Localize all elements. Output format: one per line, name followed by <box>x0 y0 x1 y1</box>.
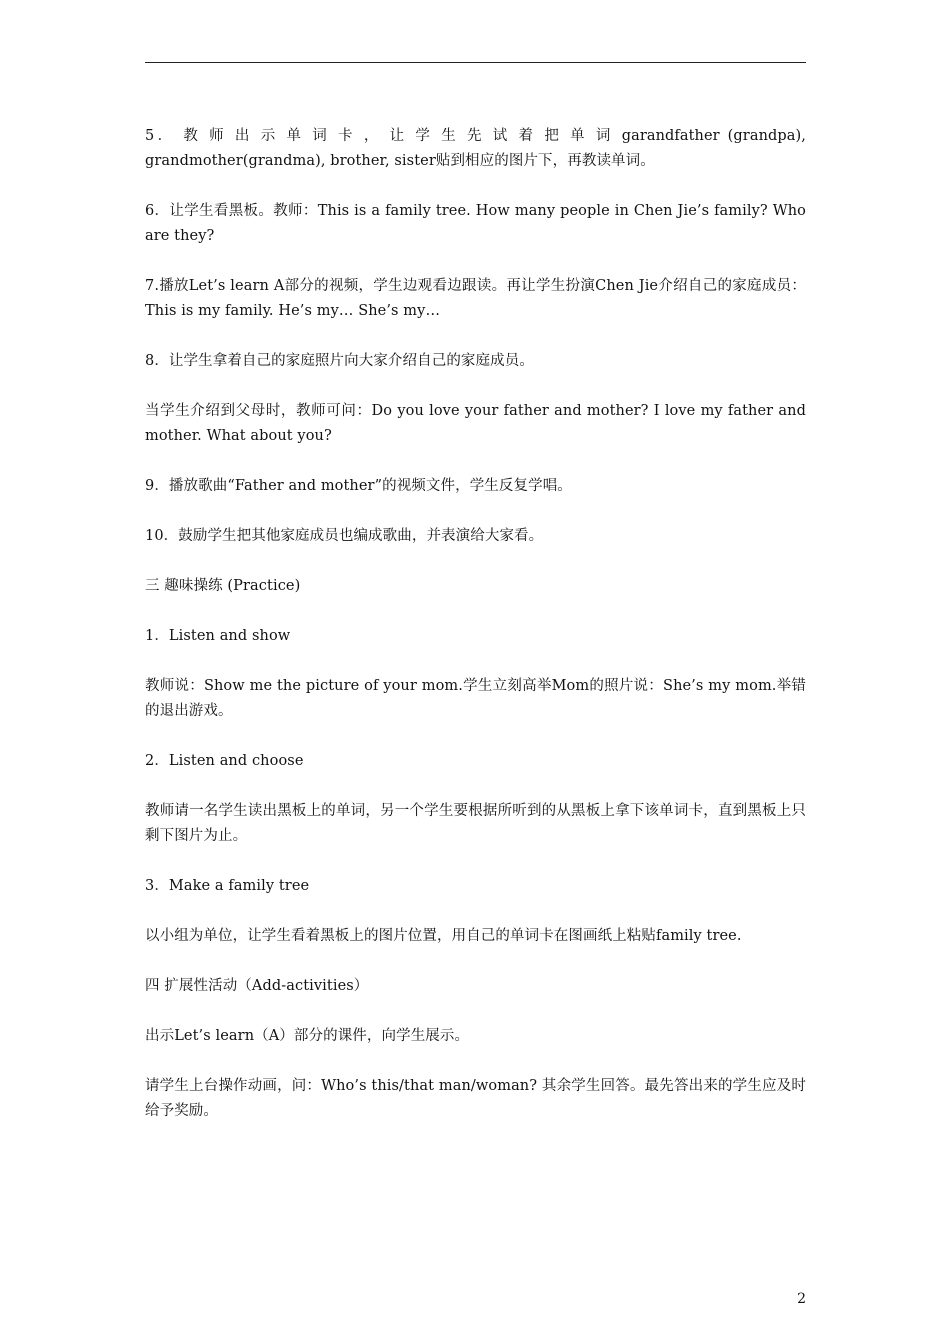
header-rule <box>145 62 806 63</box>
step-6-paragraph: 6．让学生看黑板。教师：This is a family tree. How many people in Chen Jie’s family? Who are they? <box>145 203 806 244</box>
activities-paragraph-2: 请学生上台操作动画，问：Who’s this/that man/woman? 其余学生回答。最先答出来的学生应及时给予奖励。 <box>145 1078 806 1119</box>
step-5-paragraph: 5． 教 师 出 示 单 词 卡 ， 让 学 生 先 试 着 把 单 词 garandfather (grandpa), grandmother(grandma), brother, sister贴到相应的图片下，再教读单词。 <box>145 128 806 169</box>
step-9-paragraph: 9．播放歌曲“Father and mother”的视频文件，学生反复学唱。 <box>145 478 572 494</box>
page-number: 2 <box>797 1291 806 1307</box>
step-8-paragraph: 8．让学生拿着自己的家庭照片向大家介绍自己的家庭成员。 <box>145 353 534 369</box>
practice-2-heading: 2．Listen and choose <box>145 753 304 769</box>
practice-2-paragraph: 教师请一名学生读出黑板上的单词，另一个学生要根据所听到的从黑板上拿下该单词卡，直到黑板上只剩下图片为止。 <box>145 803 806 844</box>
step-7-paragraph: 7.播放Let’s learn A部分的视频，学生边观看边跟读。再让学生扮演Chen Jie介绍自己的家庭成员：This is my family. He’s my… She’s my… <box>145 278 806 319</box>
practice-1-paragraph: 教师说：Show me the picture of your mom.学生立刻高举Mom的照片说：She’s my mom.举错的退出游戏。 <box>145 678 806 719</box>
document-body <box>145 124 806 1149</box>
practice-3-heading: 3．Make a family tree <box>145 878 310 894</box>
activities-paragraph-1: 出示Let’s learn（A）部分的课件，向学生展示。 <box>145 1028 470 1044</box>
step-10-paragraph: 10．鼓励学生把其他家庭成员也编成歌曲，并表演给大家看。 <box>145 528 544 544</box>
practice-3-paragraph: 以小组为单位，让学生看着黑板上的图片位置，用自己的单词卡在图画纸上粘贴family tree. <box>145 928 742 944</box>
section-practice-heading: 三 趣味操练 (Practice) <box>145 578 301 594</box>
teacher-question-paragraph: 当学生介绍到父母时，教师可问：Do you love your father and mother? I love my father and mother. What about you? <box>145 403 806 444</box>
section-activities-heading: 四 扩展性活动（Add-activities） <box>145 978 369 994</box>
practice-1-heading: 1．Listen and show <box>145 628 291 644</box>
